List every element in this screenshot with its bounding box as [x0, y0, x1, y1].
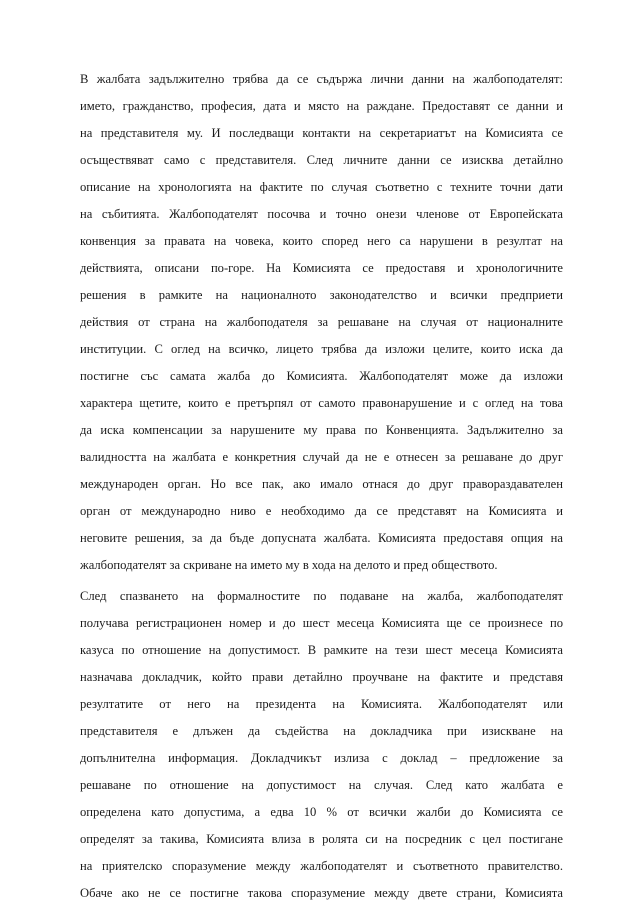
text-line: В жалбата задължително трябва да се съдържа лични данни на жалбоподателят: [80, 72, 563, 86]
text-line: на събитията. Жалбоподателят посочва и точно онези членове от Европейската [80, 207, 563, 221]
paragraph-2 [80, 583, 563, 907]
text-line: конвенция за правата на човека, които според него са нарушени в резултат на [80, 234, 563, 248]
text-line: орган от международно ниво е необходимо да се представят на Комисията и [80, 504, 563, 518]
text-line: назначава докладчик, който прави детайлно проучване на фактите и представя [80, 670, 563, 684]
text-line: характера щетите, които е претърпял от самото правонарушение и с оглед на това [80, 396, 563, 410]
text-line: името, гражданство, професия, дата и място на раждане. Предоставят се данни и [80, 99, 563, 113]
text-line: определят за такива, Комисията влиза в ролята си на посредник с цел постигане [80, 832, 563, 846]
text-line: решения в рамките на националното законодателство и всички предприети [80, 288, 563, 302]
text-line: институции. С оглед на всичко, лицето трябва да изложи целите, които иска да [80, 342, 563, 356]
text-line: неговите решения, за да бъде допусната жалбата. Комисията предоставя опция на [80, 531, 563, 545]
text-line: осъществяват само с представителя. След личните данни се изисква детайлно [80, 153, 563, 167]
document-page [80, 66, 563, 907]
text-line: Обаче ако не се постигне такова споразумение между двете страни, Комисията [80, 886, 563, 900]
text-line: представителя е длъжен да съдейства на докладчика при изискване на [80, 724, 563, 738]
text-line: да иска компенсации за нарушените му права по Конвенцията. Задължително за [80, 423, 563, 437]
text-line: След спазването на формалностите по подаване на жалба, жалбоподателят [80, 589, 563, 603]
paragraph-1 [80, 66, 563, 579]
text-line: на представителя му. И последващи контакти на секретариатът на Комисията се [80, 126, 563, 140]
text-line: казуса по отношение на допустимост. В рамките на тези шест месеца Комисията [80, 643, 563, 657]
text-line: допълнителна информация. Докладчикът излиза с доклад – предложение за [80, 751, 563, 765]
text-line: валидността на жалбата е конкретния случай да не е отнесен за решаване до друг [80, 450, 563, 464]
text-line: постигне със самата жалба до Комисията. Жалбоподателят може да изложи [80, 369, 563, 383]
text-line: решаване по отношение на допустимост на случая. След като жалбата е [80, 778, 563, 792]
text-line: жалбоподателят за скриване на името му в хода на делото и пред обществото. [80, 558, 498, 572]
text-line: резултатите от него на президента на Комисията. Жалбоподателят или [80, 697, 563, 711]
text-line: описание на хронологията на фактите по случая съответно с техните точни дати [80, 180, 563, 194]
text-line: действията, описани по-горе. На Комисията се предоставя и хронологичните [80, 261, 563, 275]
text-line: международен орган. Но все пак, ако имало отнася до друг правораздавателен [80, 477, 563, 491]
text-line: определена като допустима, а едва 10 % от всички жалби до Комисията се [80, 805, 563, 819]
text-line: получава регистрационен номер и до шест месеца Комисията ще се произнесе по [80, 616, 563, 630]
text-line: действия от страна на жалбоподателя за решаване на случая от националните [80, 315, 563, 329]
text-line: на приятелско споразумение между жалбоподателят и съответното правителство. [80, 859, 563, 873]
